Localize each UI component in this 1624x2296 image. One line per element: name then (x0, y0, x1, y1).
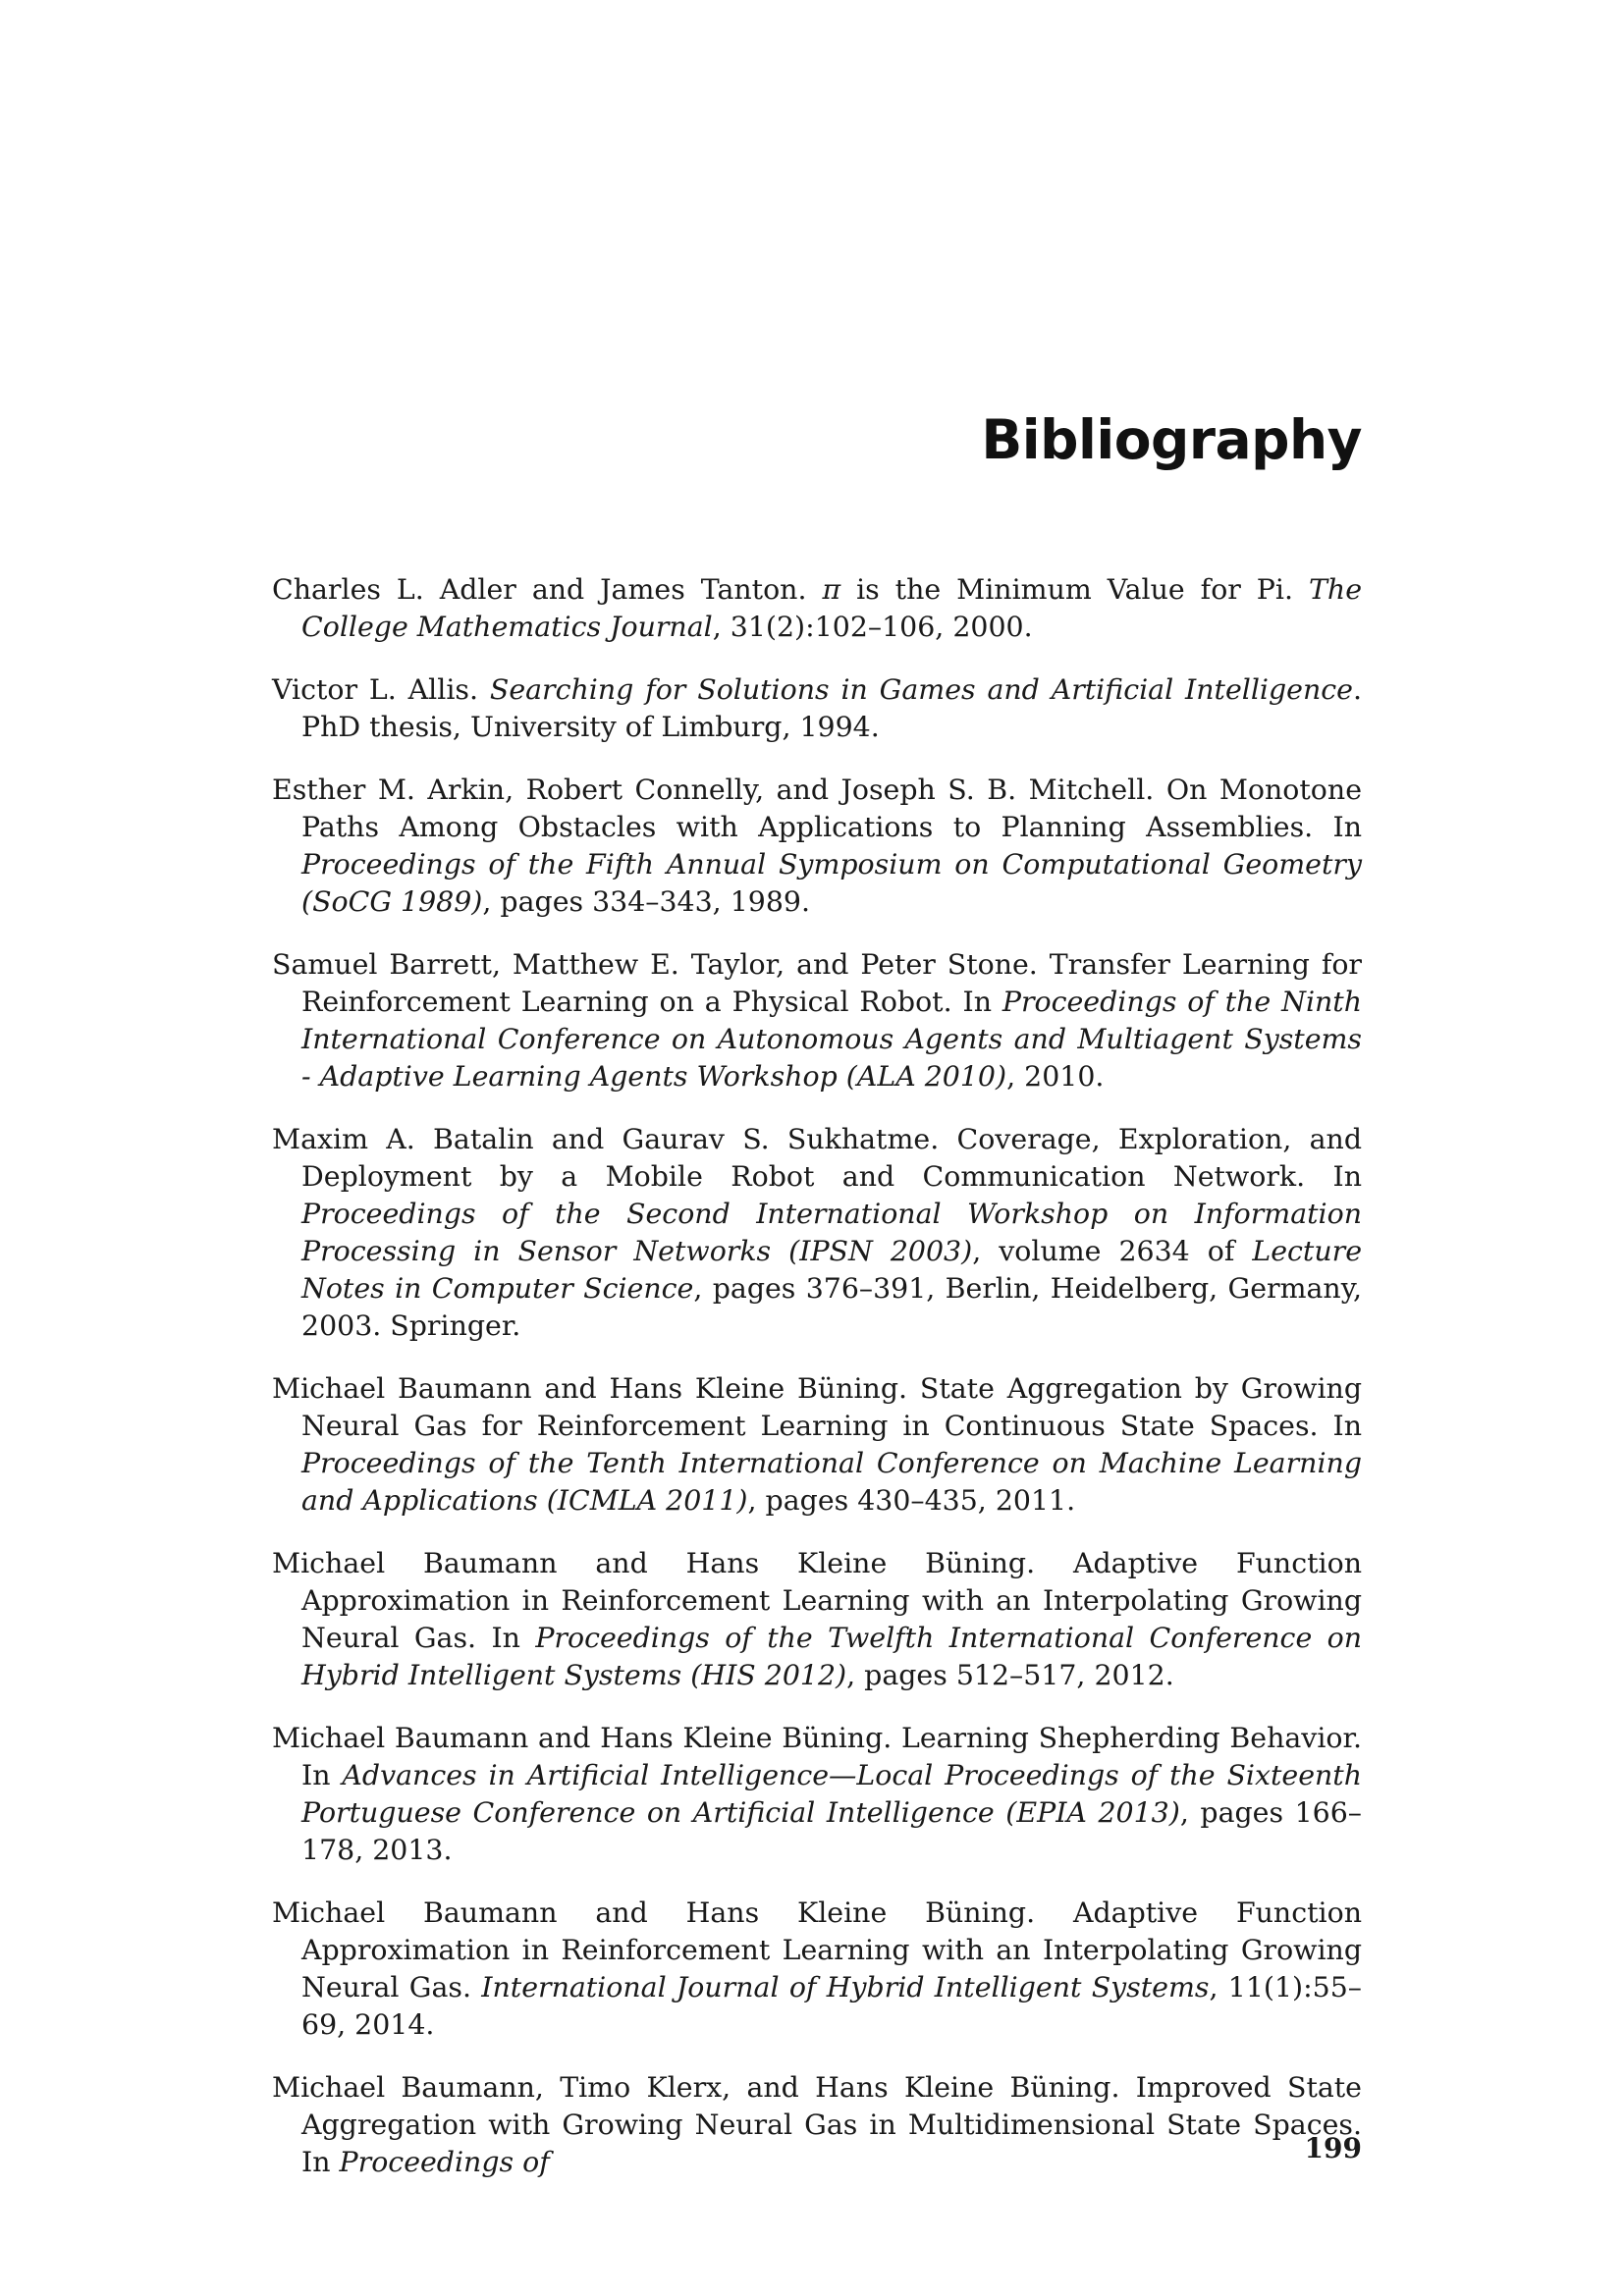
entry-italic-text: Proceedings of the Fifth Annual Symposium on Computational Geometry (SoCG 1989) (301, 848, 1362, 918)
bibliography-entry (272, 1720, 1362, 1869)
entry-text: , volume 2634 of (972, 1235, 1253, 1267)
entry-italic-text: Proceedings of the Tenth International Conference on Machine Learning and Applications (ICMLA 2011) (301, 1447, 1362, 1517)
entry-text: , pages 430–435, 2011. (747, 1484, 1076, 1517)
bibliography-entry (272, 946, 1362, 1095)
bibliography-entry (272, 2069, 1362, 2181)
entry-text: , pages 166–178, 2013. (301, 1796, 1362, 1866)
entry-italic-text: Proceedings of (339, 2146, 550, 2178)
chapter-title: Bibliography (981, 408, 1362, 471)
entry-italic-text: Searching for Solutions in Games and Artificial Intelligence (489, 673, 1353, 706)
entry-text: Michael Baumann and Hans Kleine Büning. Learning Shepherding Behavior. In (272, 1722, 1362, 1791)
entry-italic-text: The College Mathematics Journal (301, 573, 1363, 643)
entry-text: . PhD thesis, University of Limburg, 1994. (301, 673, 1362, 743)
entry-italic-text: International Journal of Hybrid Intelligent Systems (481, 1971, 1210, 2003)
entry-text: , pages 376–391, Berlin, Heidelberg, Germany, 2003. Springer. (301, 1272, 1362, 1342)
entry-text: Samuel Barrett, Matthew E. Taylor, and Peter Stone. Transfer Learning for Reinforcement Learning on a Physical Robot. In (272, 948, 1362, 1018)
entry-italic-text: Lecture Notes in Computer Science (301, 1235, 1362, 1305)
entry-text: , pages 334–343, 1989. (482, 885, 810, 918)
entry-text: , 31(2):102–106, 2000. (712, 611, 1033, 643)
entry-text: Maxim A. Batalin and Gaurav S. Sukhatme. Coverage, Exploration, and Deployment by a Mobile Robot and Communication Network. In (272, 1123, 1362, 1193)
bibliography-list (272, 571, 1362, 2207)
entry-italic-text: Proceedings of the Second International Workshop on Information Processing in Sensor Networks (IPSN 2003) (301, 1198, 1362, 1267)
entry-text: Michael Baumann, Timo Klerx, and Hans Kleine Büning. Improved State Aggregation with Growing Neural Gas in Multidimensional State Spaces. In (272, 2071, 1362, 2178)
entry-text: , 2010. (1006, 1060, 1105, 1093)
bibliography-entry (272, 571, 1362, 646)
entry-text: is the Minimum Value for Pi. (840, 573, 1309, 606)
page-number: 199 (1304, 2132, 1362, 2164)
entry-italic-text: Advances in Artificial Intelligence—Local Proceedings of the Sixteenth Portuguese Conference on Artificial Intelligence (EPIA 2013) (301, 1759, 1362, 1829)
bibliography-entry (272, 772, 1362, 921)
bibliography-entry (272, 671, 1362, 746)
bibliography-entry (272, 1545, 1362, 1694)
entry-text: , 11(1):55–69, 2014. (301, 1971, 1363, 2041)
entry-text: Charles L. Adler and James Tanton. (272, 573, 823, 606)
entry-text: Esther M. Arkin, Robert Connelly, and Joseph S. B. Mitchell. On Monotone Paths Among Obstacles with Applications to Planning Assemblies. In (272, 774, 1362, 843)
entry-italic-text: Proceedings of the Ninth International Conference on Autonomous Agents and Multiagent Systems - Adaptive Learning Agents Workshop (ALA 2010) (301, 986, 1362, 1093)
entry-text: Victor L. Allis. (272, 673, 490, 706)
entry-italic-text: π (822, 573, 841, 606)
entry-italic-text: Proceedings of the Twelfth International Conference on Hybrid Intelligent Systems (HIS 2012) (301, 1622, 1362, 1691)
entry-text: Michael Baumann and Hans Kleine Büning. Adaptive Function Approximation in Reinforcement Learning with an Interpolating Growing Neural Gas. (272, 1896, 1362, 2003)
bibliography-entry (272, 1121, 1362, 1345)
entry-text: Michael Baumann and Hans Kleine Büning. Adaptive Function Approximation in Reinforcement Learning with an Interpolating Growing Neural Gas. In (272, 1547, 1362, 1654)
bibliography-entry (272, 1895, 1362, 2044)
entry-text: , pages 512–517, 2012. (846, 1659, 1174, 1691)
entry-text: Michael Baumann and Hans Kleine Büning. State Aggregation by Growing Neural Gas for Reinforcement Learning in Continuous State Spaces. In (272, 1372, 1362, 1442)
bibliography-entry (272, 1370, 1362, 1520)
